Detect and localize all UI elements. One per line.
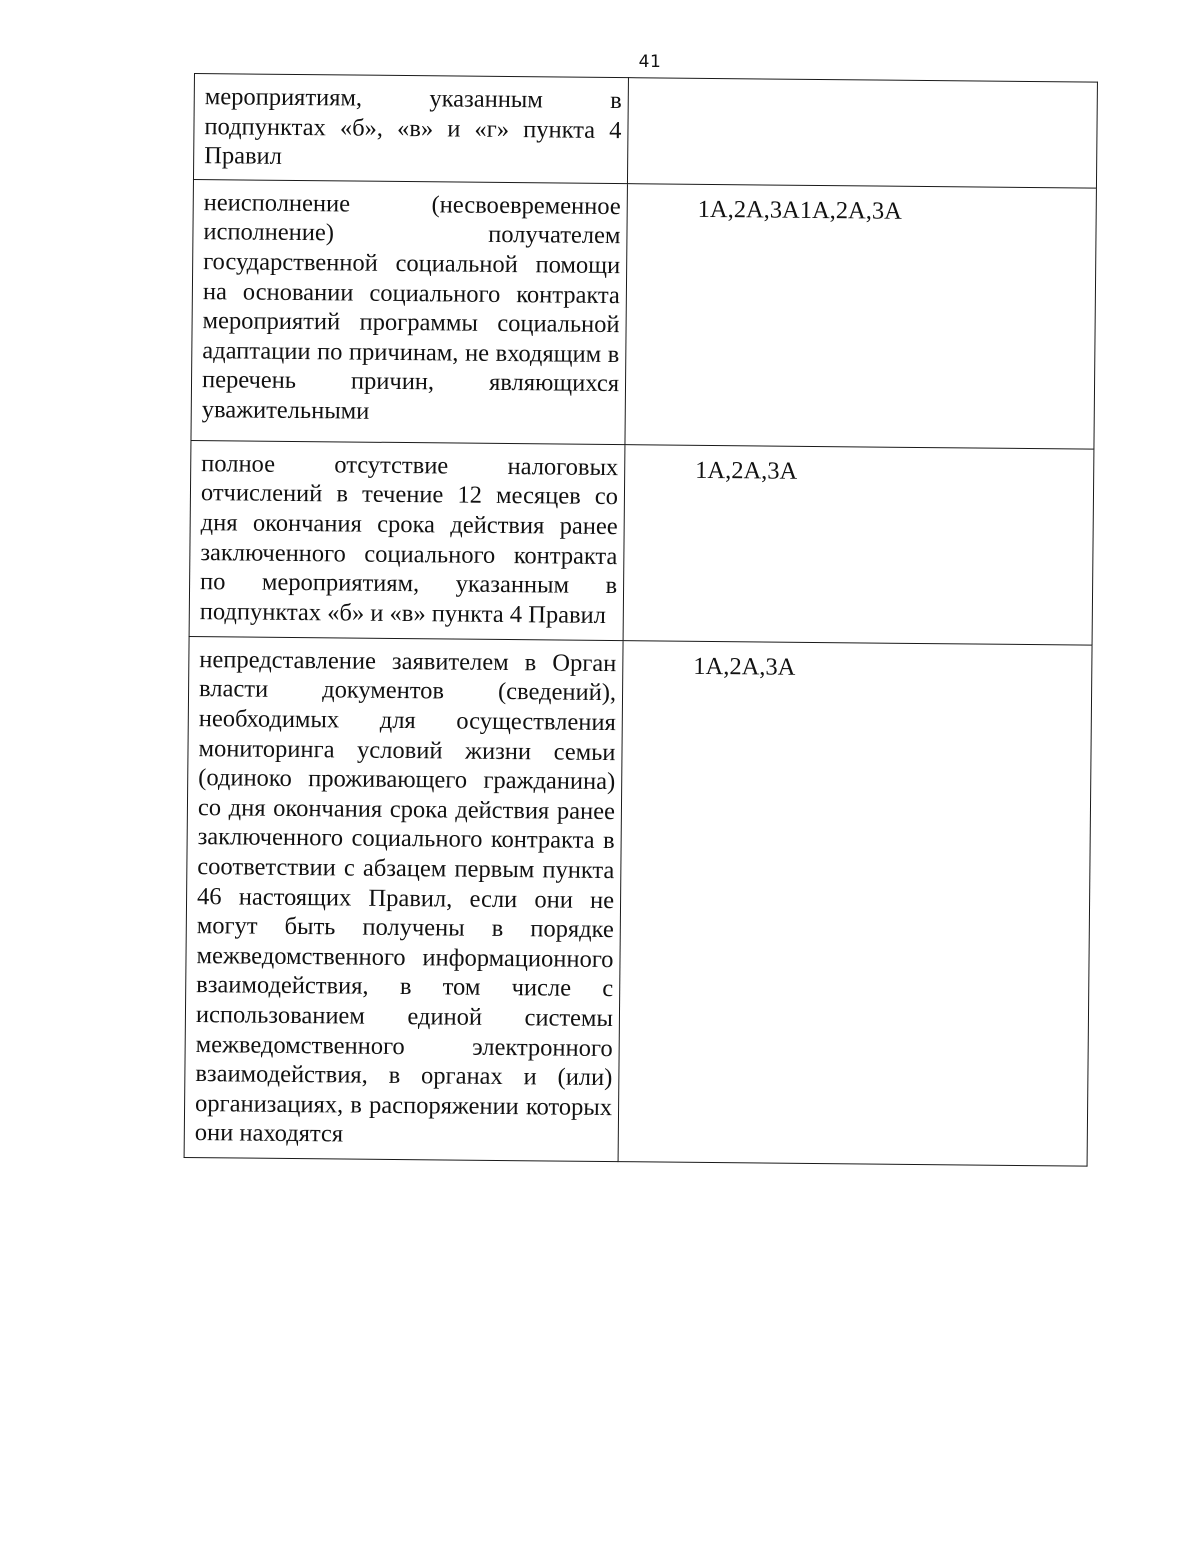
code-cell: 1А,2А,3А [618, 640, 1092, 1165]
table-row [193, 74, 1097, 188]
grounds-table [184, 73, 1098, 1166]
reason-cell: непредставление заявителем в Орган власти документов (сведений), необходимых для осуществления мониторинга условий жизни семьи (одиноко проживающего гражданина) со дня окончания срока действия ранее заключенного социального контракта в соответствии с абзацем первым пункта 46 настоящих Правил, если они не могут быть получены в порядке межведомственного информационного взаимодействия, в том числе с использованием единой системы межведомственного электронного взаимодействия, в органах и (или) организациях, в распоряжении которых они находятся [184, 636, 623, 1161]
table-row [189, 440, 1094, 645]
reason-cell: неисполнение (несвоевременное исполнение) получателем государственной социальной помощи на основании социального контракта мероприятий программы социальной адаптации по причинам, не входящим в перечень причин, являющихся уважительными [191, 179, 627, 444]
code-cell: 1А,2А,3А [623, 444, 1094, 644]
code-cell [627, 78, 1097, 188]
table-row [191, 179, 1096, 449]
code-cell: 1А,2А,3А1А,2А,3А [625, 183, 1096, 448]
reason-cell: полное отсутствие налоговых отчислений в течение 12 месяцев со дня окончания срока действия ранее заключенного социального контракта по мероприятиям, указанным в подпунктах «б» и «в» пункта 4 Правил [189, 440, 625, 640]
table-row [184, 636, 1092, 1166]
page-number: 41 [638, 52, 662, 72]
reason-cell: мероприятиям, указанным в подпунктах «б», «в» и «г» пункта 4 Правил [193, 74, 628, 184]
